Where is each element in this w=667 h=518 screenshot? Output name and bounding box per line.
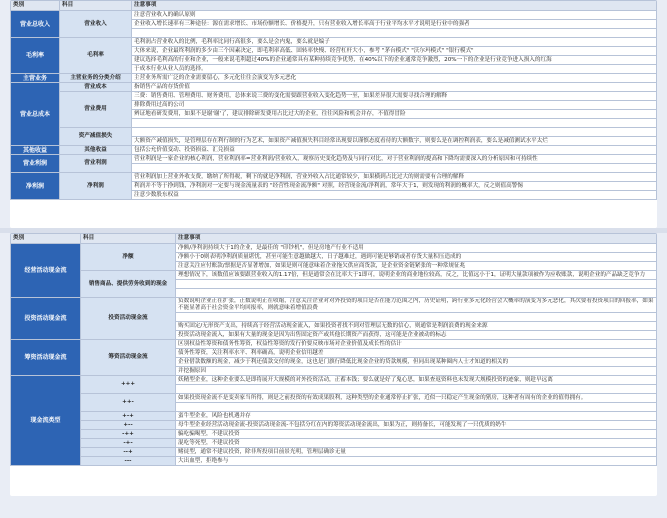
note-cell: 购买固定/无形资产支出，持续高于经营活动现金流入，如果投资者找不到对管理层无数的信心，则通常是利润浪费的现金来源 (176, 322, 657, 331)
note-cell (176, 385, 657, 394)
subject-cell: -+- (81, 439, 176, 448)
note-cell: 大体来说，企业最终利润的多少由三个因素决定，即毛利率高低、固转率快慢、经营杠杆大小，参考 "茅台模式" "沃尔玛模式" "银行模式" (132, 47, 657, 56)
note-cell: 企业收入增长速率有三种途径：源在需求增长、市场份额增长、价格提升，只有营业收入增长率高于行业平均水平才说明是行业中的强者 (132, 20, 657, 29)
note-cell: 大额资产减值损失，是管理层存在利行制的行为艺术，如果资产减值损失科目经常出现要以谨慎态度看待的大额数字，则要么是在调控利润表，要么是减值测试水平太烂 (132, 137, 657, 146)
category-cell: 净利润 (11, 173, 60, 200)
table-row (11, 457, 657, 466)
note-cell: 净额小于0则表明净利润质量堪忧，甚至可能生意越做越大，日子越难过，遇到可能是够销或者存货大量积压造成的 (176, 253, 657, 262)
category-cell: 主营业务 (11, 74, 60, 83)
note-cell: 注意少数股东权益 (132, 191, 657, 200)
note-cell: 净额/净利润持续大于1的企业，是最佳的 "印钞机"，但是房地产行业不适用 (176, 244, 657, 253)
note-cell: 主营业务所需广泛的企业需要留心，多元化往往会演变为多元恶化 (132, 74, 657, 83)
header-category: 类别 (11, 1, 60, 11)
page-footer (0, 496, 667, 518)
table-row (11, 421, 657, 430)
note-cell (176, 313, 657, 322)
note-cell: 混吃等死型，不建议投资 (176, 439, 657, 448)
header-category: 类别 (11, 234, 81, 244)
note-cell (132, 29, 657, 38)
table-row (11, 92, 657, 101)
subject-cell: 营业费用 (60, 92, 132, 128)
note-cell: 营业利润是一家企业的核心利润，营业利润率=营业利润/营业收入，观察历史变化趋势及与同行对比，对于营业利润的提高和下降均需要深入的分析原因和可持续性 (132, 155, 657, 164)
note-cell: 骗吃骗喝型，不建议投资 (176, 430, 657, 439)
table-row (11, 376, 657, 385)
table-row (11, 439, 657, 448)
note-cell: 毛利润占营业收入的比例，毛利率比同行高很多，要么是会内鬼，要么就是编子 (132, 38, 657, 47)
table-row (11, 430, 657, 439)
note-cell (176, 289, 657, 298)
header-subject: 科目 (60, 1, 132, 11)
note-cell: 企业借款数额的现金，减少于利还债款交付的现金，这也是门旗行降低比现金企业的贷款规模，但同出现某种圈内人士才知道的相关的 (176, 358, 657, 367)
note-cell: 辨证地看研发费用，如果不是谢'谢'了，建议排除研发费用占比过大的企业，往往风险和机会并存，不值得冒险 (132, 110, 657, 119)
note-cell: 投资活动现金流入，如果有大量的现金是因为出售固定资产或其他长期资产而获得，这可能是企业被动的标志 (176, 331, 657, 340)
category-cell: 毛利率 (11, 38, 60, 74)
table-header-row (11, 234, 657, 244)
table-row (11, 83, 657, 92)
category-cell: 现金流类型 (11, 376, 81, 466)
note-cell: 理想情况下，该数值应该要跟营业收入的1.17倍，但是通常会在比率大于1即可，说明企业的商业地位较高，反之，比值远小于1，证明大量款项被作为应收账款，说明企业的产品缺乏竞争力 (176, 271, 657, 280)
table-row (11, 173, 657, 182)
cashflow-statement-body (11, 244, 657, 466)
table-row (11, 128, 657, 137)
subject-cell: 其他收益 (60, 146, 132, 155)
note-cell: 注意关注应付账款/票据是否显著增加，如果是则可能意味着企业拖欠供应商货款，是企业资金链紧张的一种常规征兆 (176, 262, 657, 271)
note-cell (176, 280, 657, 289)
table-row (11, 412, 657, 421)
note-cell (132, 128, 657, 137)
note-cell: 三费：销售费用、管理费用、财务费用，总体来说三费的变化需要跟营业收入变化趋势一至，如果差异很大需要寻找合理的解释 (132, 92, 657, 101)
note-cell: 妖精型企业，这种企业要么是即将展开大规模的对外投资活动，正蓄本钱；要么就是好了鬼心思，如果查返资料也未发现大规模投资的迹象，则趁早远离 (176, 376, 657, 385)
subject-cell: 投资活动现金流 (81, 298, 176, 340)
subject-cell: +-- (81, 421, 176, 430)
note-cell: 债务性筹资，关注利率水平、利率确高，说明企业信用越差 (176, 349, 657, 358)
note-cell (132, 164, 657, 173)
note-cell (132, 119, 657, 128)
header-notes: 注意事项 (132, 1, 657, 11)
table-row (11, 244, 657, 253)
table-row (11, 38, 657, 47)
note-cell: 区别权益性筹资和债务性筹资，权益性筹资的发行价要反映市场对企业价值及成长性的估计 (176, 340, 657, 349)
income-statement-table (10, 0, 657, 200)
note-cell: 大出血型，拒绝参与 (176, 457, 657, 466)
note-cell: 负数说明企业正在扩张，正数说明正在收缩，注意关注企业对对外投资的项目是否在能力范围之内，历史证明，跨行业多元化经营会大概率的演变为多元恶化，其次要看投资项目的回报率，如果不能显著高于社会资金平均回报率，则就意味着增值浪费 (176, 298, 657, 313)
note-cell: 赌徒型，通常不建议投资，除非所投项目前景光明，管理层确诊无量 (176, 448, 657, 457)
subject-cell: 营业利润 (60, 155, 132, 173)
table-row (11, 340, 657, 349)
subject-cell: 销售商品、提供劳务收到的现金 (81, 271, 176, 298)
subject-cell: 净额 (81, 244, 176, 271)
category-cell: 营业利润 (11, 155, 60, 173)
subject-cell: +++ (81, 376, 176, 394)
subject-cell: +-+ (81, 412, 176, 421)
subject-cell: --- (81, 457, 176, 466)
table-row (11, 74, 657, 83)
cashflow-statement-table (10, 233, 657, 466)
note-cell: 于成本行业从业人员的选择。 (132, 65, 657, 74)
subject-cell: 筹资活动现金流 (81, 340, 176, 376)
subject-cell: --+ (81, 448, 176, 457)
category-cell: 筹资活动现金流 (11, 340, 81, 376)
income-statement-card (10, 0, 657, 228)
subject-cell: 营业成本 (60, 83, 132, 92)
income-statement-body (11, 11, 657, 200)
table-row (11, 146, 657, 155)
subject-cell: 净利润 (60, 173, 132, 200)
table-row (11, 394, 657, 403)
table-row (11, 271, 657, 280)
note-cell: 母牛型企业经营活动现金流-投资活动现金流-不包括分红在内的筹资活动现金流出，如果为正，则持备长，可能发现了一只优质的奶牛 (176, 421, 657, 430)
note-cell: 包括公允价值变动、投资损益、汇兑损益 (132, 146, 657, 155)
subject-cell: 主营业务的分类介绍 (60, 74, 132, 83)
note-cell: 蛮牛型企业，风险也机遇并存 (176, 412, 657, 421)
header-notes: 注意事项 (176, 234, 657, 244)
subject-cell: -++ (81, 430, 176, 439)
category-cell: 其他收益 (11, 146, 60, 155)
category-cell: 投资活动现金流 (11, 298, 81, 340)
note-cell (176, 403, 657, 412)
table-header-row (11, 1, 657, 11)
note-cell: 注意营业收入的确认原则 (132, 11, 657, 20)
category-cell: 经营活动现金流 (11, 244, 81, 298)
table-row (11, 155, 657, 164)
subject-cell: 资产减值损失 (60, 128, 132, 146)
note-cell: 建议选择毛利高的行业和企业，一般来说毛利超过40%的企业通常具有某种持续竞争优势，在40%以下的企业通常竞争激烈，20%一下的企业是行业竞争进入损入的红海 (132, 56, 657, 65)
table-row (11, 298, 657, 313)
subject-cell: 营业收入 (60, 11, 132, 38)
subject-cell: 毛利率 (60, 38, 132, 74)
note-cell: 如果投资现金流不是变卖家当所得，则是之前投资的有效成果股利，这种类型的企业通常停止扩张，近似一只稳定产生现金的猪房，这种者有周有的企业的值得拥有。 (176, 394, 657, 403)
header-subject: 科目 (81, 234, 176, 244)
table-row (11, 448, 657, 457)
subject-cell: ++- (81, 394, 176, 412)
note-cell: 利润并不等于挣到钱，净利润对一定要与现金流量表的 "经营性现金流净额" 对照，经营现金流/净利润，常年大于1，则发现的利润的概率大，反之则值高警惕 (132, 182, 657, 191)
category-cell: 营业总成本 (11, 83, 60, 146)
note-cell: 并挖掘原因 (176, 367, 657, 376)
cashflow-statement-card (10, 233, 657, 496)
table-row (11, 11, 657, 20)
note-cell: 营业利润加上营业外收支费，缴纳了所得税，剩下的就是净利润，营业外收入占比通常较少，如果横到占比过大的则需要有合理的解释 (132, 173, 657, 182)
note-cell: 排除费用过高的公司 (132, 101, 657, 110)
note-cell: 指销售产品的存货价值 (132, 83, 657, 92)
category-cell: 营业总收入 (11, 11, 60, 38)
